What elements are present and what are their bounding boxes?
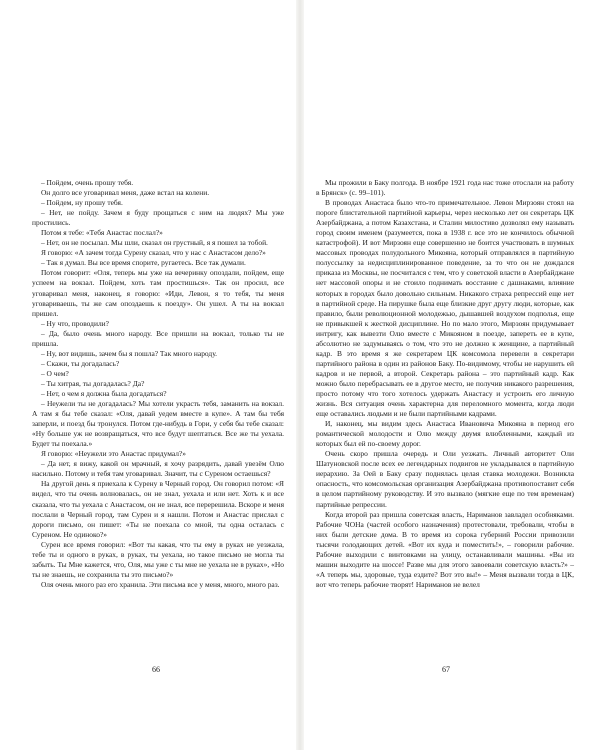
right-page bbox=[300, 0, 600, 750]
paragraph: Оля очень много раз его хранила. Эти письма все у меня, много, много раз. bbox=[40, 579, 280, 589]
page-number: 67 bbox=[442, 665, 450, 674]
paragraph: – Неужели ты не догадалась? Мы хотели украсть тебя, заманить на вокзал. А там я бы тебе сказал: «Оля, давай уедем вместе в купе». А там бы тебя заперли, и поезд бы тронулся. Потом где-нибудь в Гори, у себя бы тебе сказал: «Ну больше уж не возвращаться, что все будут шептаться. Все же ты уехала. Будет ты поехала.» bbox=[32, 399, 284, 449]
paragraph: Когда второй раз пришла советская власть, Нариманов завладел особняками. Рабочие ЧОНа (частей особого назначения) протестовали, требовали, чтобы в них были детские дома. В то время из сорока губерний России привозили тысячи голодающих детей. «Вот их куда и поместить!», – говорили рабочие. Рабочие выходили с винтовками на улицу, останавливали машины. «Вы из машин выходите на шоссе! Разве мы для этого завоевали советскую власть?» – «А теперь мы, здоровые, туда ездите? Вот это вы!» – Меня вызвали тогда в ЦК, вот что теперь рабочие творят! Нариманов не велел bbox=[316, 509, 574, 589]
paragraph: – Ты хитрая, ты догадалась? Да? bbox=[40, 378, 145, 388]
paragraph: – Так я думал. Вы все время спорите, ругаетесь. Все так думали. bbox=[40, 258, 246, 268]
paragraph: Потом я тебе: «Тебя Анастас послал?» bbox=[40, 228, 163, 238]
paragraph: – Нет, он не посылал. Мы шли, сказал он грустный, я я пошел за тобой. bbox=[40, 238, 268, 248]
paragraph: Очень скоро пришла очередь и Оли уезжать. Личный авторитет Оли Шатуновской после всех ее легендарных подвигов не укладывался в партийную иерархию. За Оей в Баку сразу поднялась целая ставка молодежи. Возникла опасность, что комсомольская организация Азербайджана противопоставит себя в целом партийному руководству. И это вызвало (мягкие еще по тем временам) партийные репрессии. bbox=[316, 449, 574, 509]
page-number: 66 bbox=[152, 665, 160, 674]
paragraph: – Да, было очень много народу. Все пришли на вокзал, только ты не пришла. bbox=[32, 328, 284, 348]
paragraph: – Ну, вот видишь, зачем бы я пошла? Так много народу. bbox=[40, 348, 218, 358]
paragraph: Я говорю: «Неужели это Анастас придумал?» bbox=[40, 449, 186, 459]
paragraph: И, наконец, мы видим здесь Анастаса Ивановича Микояна в период его романтической молодости и Олю между двумя влюбленными, каждый из которых был ей по-своему дорог. bbox=[316, 419, 574, 449]
paragraph: На другой день я приехала к Сурену в Черный город. Он говорил потом: «Я видел, что ты очень волновалась, он не знал, уехала и или нет. Хоть к и все сказала, что ты уехала с Анастасом, он не знал, все перерешила. Вскоре и меня послали в Черный город, там Сурен и я нашли. Потом и Анастас прислал с дороги письмо, он пишет: «Ты не поехала со мной, ты одна осталась с Суреном. Не одиноко?» bbox=[32, 479, 284, 539]
paragraph: – Пойдем, очень прошу тебя. bbox=[40, 178, 134, 187]
paragraph: – Нет, не пойду. Зачем я буду прощаться с ним на людях? Мы уже простились. bbox=[32, 208, 284, 228]
left-page-text bbox=[32, 178, 284, 590]
paragraph: – Скажи, ты догадалась? bbox=[40, 358, 120, 368]
paragraph: – Да нет, я вижу, какой он мрачный, я хочу разрядить, давай увезём Олю насильно. Потому и тебя там уговаривал. Значит, ты с Суреном остаешься? bbox=[32, 459, 284, 479]
paragraph: В проводах Анастаса было что-то примечательное. Левон Мирзоян стоял на пороге блистательной партийной карьеры, через несколько лет он секретарь ЦК Азербайджана, а потом Казахстана, и Сталин милостиво дозволял ему называть город своим именем (разумеется, пока в 1938 г. все это не кончилось обычной катастрофой). И вот Мирзоян еще совершенно не боится участвовать в шумных массовых проводах полудольного Микояна, который отправлялся в партийную полуссылку за недисциплинированное поведение, за то что он не дождался приказа из Москвы, не посчитался с тем, что у советской власти в Азербайджане нет массовой опоры и не стоило поднимать восстание с дашнаками, влияние которых в городах было довольно сильным. Никакого страха репрессий еще нет в партийной среде. На пирушке была еще близкие друг другу люди, которые, как правило, были революционной молодежью, дышавшей воздухом подполья, еще не привыкшей к жесткой дисциплине. Но по мало этого, Мирзоян придумывает интригу, как вывезти Олю вместе с Микояном в поезде, запереть ее в купе, абсолютно не задумываясь о том, что это не должно к женщине, а партийный кадр. В это время я же секретарем ЦК комсомола перевели в секретари партийного района в один из районов Баку. По-видимому, чтобы не нарушить ей кадров и не первой, а второй. Секретарь района – это партийный кадр. Как можно было перебрасывать ее в другое место, не получив никакого разрешения, просто потому что того хотелось удержать Анастасу и устроить его личную жизнь. Вся ситуация очень характерна для переломного момента, когда люди еще оставались людьми и не были партийными кадрами. bbox=[316, 198, 574, 419]
paragraph: Он долго все уговаривал меня, даже встал на колени. bbox=[40, 188, 210, 198]
paragraph: – Пойдем, ну прошу тебя. bbox=[40, 198, 123, 208]
paragraph: – Нет, о чем я должна была догадаться? bbox=[40, 388, 167, 398]
paragraph: Я говорю: «А зачем тогда Сурену сказал, что у нас с Анастасом дело?» bbox=[40, 248, 266, 258]
paragraph: – О чем? bbox=[40, 368, 69, 378]
paragraph: Потом говорит: «Оля, теперь мы уже на вечеринку опоздали, пойдем, еще успеем на вокзал. Пойдем, хоть там простишься». Так он просил, все уговаривал меня, наконец, я говорю: «Иди, Левон, я то тебя, ты меня уговариваешь, ты же сам опоздаешь к поезду». Он ушел. А ты на вокзал пришел. bbox=[32, 268, 284, 318]
paragraph: Мы прожили в Баку полгода. В ноябре 1921 года нас тоже отослали на работу в Брянск» (с. 99–101). bbox=[316, 178, 574, 198]
paragraph: – Ну что, проводили? bbox=[40, 318, 109, 328]
right-page-text bbox=[316, 178, 574, 590]
paragraph: Сурен все время говорил: «Вот ты какая, что ты ему в руках не уезжала, тебе ты и одного в руках, в руках, ты уехала, но такое письмо не могла ты забыть. Ты Мне кажется, что, Оля, мы уже с ты мне не уехала не в руках», «Но ты не знаешь, не сохранила ты это письмо?» bbox=[32, 539, 284, 579]
